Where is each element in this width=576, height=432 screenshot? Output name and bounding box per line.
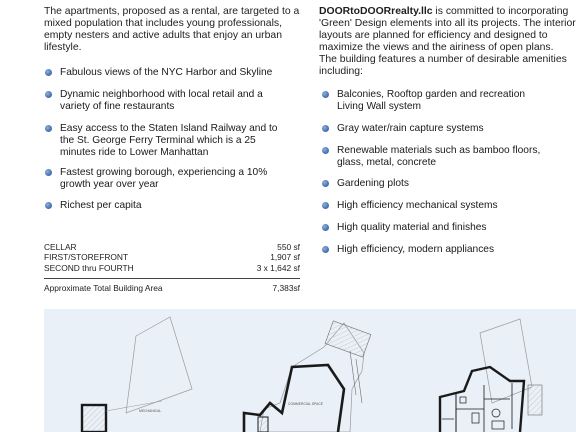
floor-plans-drawing: [44, 309, 576, 432]
upper-floor-wall: [440, 367, 524, 432]
table-row: [44, 263, 300, 273]
list-item: [321, 145, 561, 169]
total-value: 7,383sf: [272, 283, 300, 294]
list-item-text: Dynamic neighborhood with local retail and a variety of fine restaurants: [60, 89, 263, 112]
bullet-dot-icon: [45, 202, 52, 209]
list-item: [321, 89, 541, 113]
list-item-text: Fabulous views of the NYC Harbor and Skyline: [60, 67, 273, 78]
area-label: SECOND thru FOURTH: [44, 262, 134, 273]
bullet-dot-icon: [45, 91, 52, 98]
list-item-text: Fastest growing borough, experiencing a 10% growth year over year: [60, 167, 268, 190]
intro-line: The building features a number of desirable amenities: [319, 54, 567, 65]
list-item: [321, 222, 551, 234]
area-value: 550 sf: [277, 242, 300, 252]
intro-line: maximize the views and the airiness of open plans.: [319, 42, 554, 53]
room-label: COMMERCIAL SPACE: [288, 402, 324, 406]
list-item: [321, 244, 551, 256]
list-item: [321, 200, 551, 212]
garden-area: [325, 321, 371, 357]
list-item-text: Renewable materials such as bamboo floors, glass, metal, concrete: [337, 145, 541, 168]
area-label: CELLAR: [44, 242, 77, 252]
bullet-dot-icon: [322, 180, 329, 187]
list-item: [44, 200, 284, 212]
table-row: [44, 252, 300, 262]
company-name: DOORtoDOORrealty.llc: [319, 6, 433, 17]
bullet-dot-icon: [322, 202, 329, 209]
total-label: Approximate Total Building Area: [44, 283, 163, 294]
floor-plans-panel: [44, 309, 576, 432]
building-area-table: [44, 242, 300, 294]
bullet-dot-icon: [322, 125, 329, 132]
upper-floors-plan: [440, 319, 542, 432]
list-item: [321, 123, 551, 135]
cellar-floor-plan: [82, 317, 192, 432]
bullet-dot-icon: [322, 91, 329, 98]
left-intro-paragraph: The apartments, proposed as a rental, are targeted to a mixed population that includes young professionals, empty nesters and active adults that enjoy an urban lifestyle.: [44, 6, 300, 53]
bullet-dot-icon: [322, 147, 329, 154]
area-label: FIRST/STOREFRONT: [44, 252, 129, 263]
table-row: [44, 242, 300, 252]
bullet-dot-icon: [45, 169, 52, 176]
list-item-text: Gardening plots: [337, 178, 409, 189]
right-intro-paragraph: [319, 6, 576, 78]
list-item: [321, 178, 551, 190]
list-item: [44, 89, 284, 113]
lot-outline: [126, 317, 192, 413]
bullet-dot-icon: [322, 224, 329, 231]
list-item: [44, 123, 284, 158]
area-value: 1,907 sf: [270, 252, 300, 263]
area-value: 3 x 1,642 sf: [256, 262, 300, 273]
list-item-text: High quality material and finishes: [337, 222, 487, 233]
list-item: [44, 67, 294, 79]
bullet-dot-icon: [45, 125, 52, 132]
intro-line: layouts are planned for efficiency and designed to: [319, 30, 548, 41]
intro-line: including:: [319, 66, 363, 77]
intro-line: 'Green' Design elements into all its projects. The interior: [319, 18, 576, 29]
cellar-wall: [82, 405, 106, 432]
list-item-text: Easy access to the Staten Island Railway and to the St. George Ferry Terminal which is a 25 minutes ride to Lower Manhattan: [60, 123, 278, 158]
bullet-dot-icon: [45, 69, 52, 76]
bullet-dot-icon: [322, 246, 329, 253]
storefront-floor-plan: [244, 321, 371, 432]
list-item-text: Richest per capita: [60, 200, 142, 211]
list-item-text: Balconies, Rooftop garden and recreation Living Wall system: [337, 89, 526, 112]
table-total-row: [44, 278, 300, 293]
room-label: MECHANICAL: [139, 409, 162, 413]
list-item-text: High efficiency, modern appliances: [337, 244, 495, 255]
list-item: [44, 167, 284, 191]
list-item-text: Gray water/rain capture systems: [337, 123, 484, 134]
intro-line: DOORtoDOORrealty.llc is committed to incorporating: [319, 6, 569, 17]
list-item-text: High efficiency mechanical systems: [337, 200, 498, 211]
